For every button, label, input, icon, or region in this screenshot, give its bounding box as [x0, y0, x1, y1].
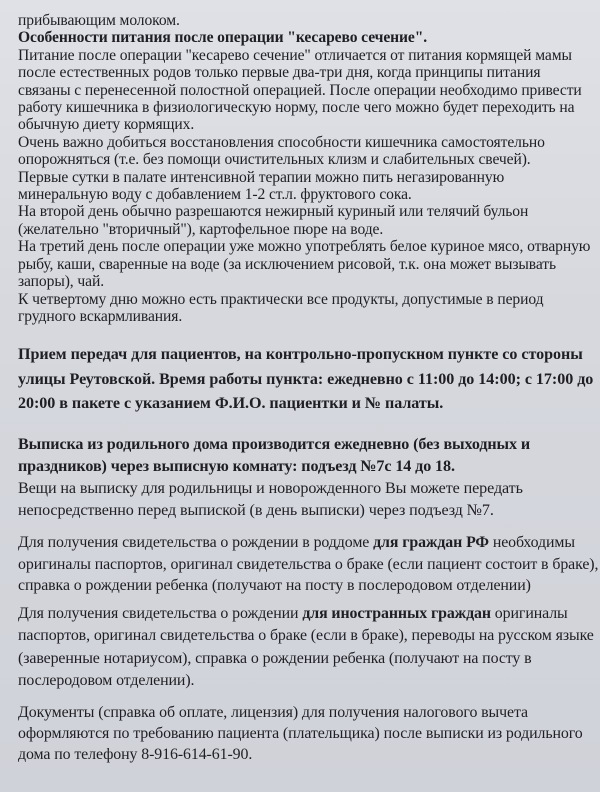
text-line: справка о рождении ребенка (получают на посту в послеродовом отделении) [18, 577, 531, 595]
text-line: (заверенные нотариусом), справка о рождении ребенка (получают на посту в [18, 649, 532, 667]
text-line: рыбу, каши, сваренные на воде (за исключением рисовой, т.к. она может вызывать [18, 255, 556, 273]
text-line: К четвертому дню можно есть практически все продукты, допустимые в период [18, 290, 544, 308]
text-line: обычную диету кормящих. [18, 116, 195, 134]
text-line: Выписка из родильного дома производится ежедневно (без выходных и [18, 436, 531, 453]
text-line: Очень важно добиться восстановления способности кишечника самостоятельно [18, 133, 545, 151]
text-line: послеродовом отделении). [18, 672, 195, 690]
section-heading: Особенности питания после операции "кесарево сечение". [18, 29, 428, 47]
text-line: На второй день обычно разрешаются нежирный куриный или телячий бульон [18, 203, 529, 221]
section-nutrition [18, 12, 590, 325]
text-fragment: Для получения свидетельства о рождении [18, 605, 303, 622]
text-fragment: необходимы [488, 534, 575, 551]
text-line [18, 532, 590, 554]
section-discharge [18, 434, 590, 522]
text-line: Прием передач для пациентов, на контрольно-пропускном пункте со стороны [18, 346, 583, 363]
emphasis-rf-citizens: для граждан РФ [373, 534, 489, 551]
text-line: грудного вскармливания. [18, 307, 183, 325]
text-line: Вещи на выписку для родильницы и новорожденного Вы можете передать [18, 480, 523, 497]
text-line [18, 603, 590, 625]
text-line: дома по телефону 8-916-614-61-90. [18, 746, 253, 764]
section-certificate-rf [18, 532, 599, 597]
text-fragment: оригиналы [490, 605, 568, 622]
text-line: непосредственно перед выпиской (в день выписки) через подъезд №7. [18, 502, 494, 519]
text-line: минеральную воду с добавлением 1-2 ст.л. фруктового сока. [18, 186, 412, 204]
text-line: оригиналы паспортов, оригинал свидетельства о браке (если пациент состоит в браке), [18, 555, 599, 573]
text-line: работу кишечника в физиологическую норму, после чего можно будет переходить на [18, 99, 575, 117]
section-tax-documents [18, 702, 590, 766]
text-line: (желательно "вторичный"), картофельное пюре на воде. [18, 220, 384, 238]
text-line: после естественных родов только первые два-три дня, когда принципы питания [18, 64, 541, 82]
emphasis-foreign-citizens: для иностранных граждан [302, 605, 491, 622]
text-line: На третий день после операции уже можно употреблять белое куриное мясо, отварную [18, 238, 591, 256]
text-line: Первые сутки в палате интенсивной терапии можно пить негазированную [18, 168, 505, 186]
text-line: Питание после операции "кесарево сечение" отличается от питания кормящей мамы [18, 46, 572, 64]
text-line: опорожняться (т.е. без помощи очистительных клизм и слабительных свечей). [18, 151, 531, 169]
text-line: прибывающим молоком. [18, 12, 180, 29]
text-line: паспортов, оригинал свидетельства о браке (если в браке), переводы на русском языке [18, 627, 594, 645]
section-certificate-foreign [18, 603, 594, 693]
text-fragment: Для получения свидетельства о рождении в роддоме [18, 534, 374, 551]
text-line: праздников) через выписную комнату: подъезд №7с 14 до 18. [18, 458, 455, 475]
text-line: улицы Реутовской. Время работы пункта: ежедневно с 11:00 до 14:00; с 17:00 до [18, 370, 594, 388]
text-line: Документы (справка об оплате, лицензия) для получения налогового вычета [18, 704, 528, 721]
text-line: связаны с перенесенной полостной операцией. После операции необходимо привести [18, 81, 582, 99]
text-line: 20:00 в пакете с указанием Ф.И.О. пациентки и № палаты. [18, 395, 444, 413]
text-line: запоры), чай. [18, 273, 104, 291]
text-line: оформляются по требованию пациента (плательщика) после выписки из родильного [18, 725, 583, 743]
section-parcels [18, 343, 594, 417]
